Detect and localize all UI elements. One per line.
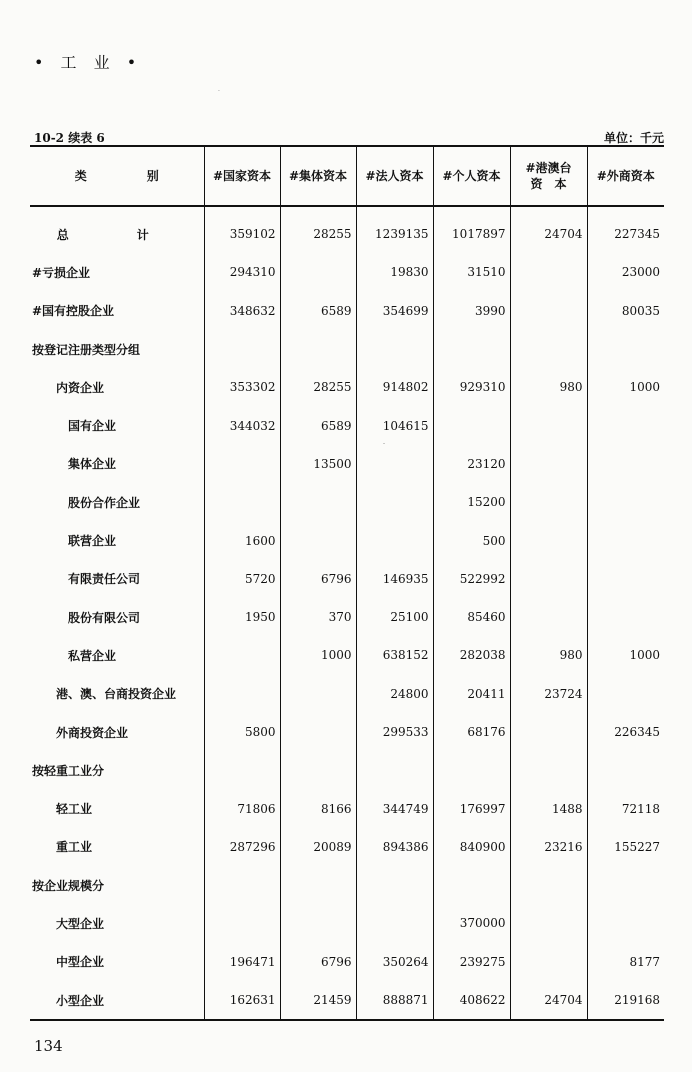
column-header-collective-capital: #集体资本: [280, 146, 356, 206]
statistics-table: [30, 145, 664, 1021]
table-cell: [587, 904, 664, 942]
table-row: [30, 866, 664, 904]
table-row: [30, 521, 664, 559]
table-cell: 104615: [356, 406, 433, 444]
table-cell: 282038: [433, 636, 510, 674]
table-cell: 3990: [433, 292, 510, 330]
column-header-foreign-capital: #外商资本: [587, 146, 664, 206]
table-row: [30, 675, 664, 713]
table-cell: [204, 330, 280, 368]
column-header-state-capital: #国家资本: [204, 146, 280, 206]
table-cell: [204, 751, 280, 789]
row-label: 按企业规模分: [32, 878, 105, 893]
table-cell: 894386: [356, 828, 433, 866]
table-cell: [356, 866, 433, 904]
table-cell: 359102: [204, 206, 280, 253]
table-cell: [356, 330, 433, 368]
table-cell: 23724: [510, 675, 587, 713]
table-cell: 638152: [356, 636, 433, 674]
table-cell: [587, 675, 664, 713]
table-cell: 1488: [510, 789, 587, 827]
table-cell: [510, 866, 587, 904]
row-label: 港、澳、台商投资企业: [56, 687, 177, 702]
table-cell: 196471: [204, 943, 280, 981]
table-cell: 146935: [356, 560, 433, 598]
section-title: • 工 业 •: [34, 53, 143, 72]
row-label: 重工业: [56, 840, 93, 855]
table-cell: 370000: [433, 904, 510, 942]
table-cell: [587, 751, 664, 789]
row-label: 私营企业: [68, 648, 117, 663]
row-label: 有限责任公司: [68, 572, 141, 587]
table-cell: [433, 751, 510, 789]
table-cell: [280, 675, 356, 713]
table-cell: 980: [510, 636, 587, 674]
table-cell: 5720: [204, 560, 280, 598]
row-label: 股份有限公司: [68, 610, 141, 625]
table-cell: 31510: [433, 253, 510, 291]
table-cell: [510, 560, 587, 598]
row-label: 大型企业: [56, 916, 105, 931]
row-label: 小型企业: [30, 981, 204, 1020]
row-label: 内资企业: [56, 380, 105, 395]
table-cell: [280, 751, 356, 789]
table-cell: 370: [280, 598, 356, 636]
table-row: [30, 560, 664, 598]
table-cell: [510, 521, 587, 559]
table-cell: 19830: [356, 253, 433, 291]
table-cell: 408622: [433, 981, 510, 1020]
table-header-row: [30, 146, 664, 206]
table-row: [30, 483, 664, 521]
table-cell: 1000: [587, 636, 664, 674]
table-cell: [204, 636, 280, 674]
table-cell: 155227: [587, 828, 664, 866]
table-row: [30, 981, 664, 1020]
table-cell: 500: [433, 521, 510, 559]
column-header-individual-capital: #个人资本: [433, 146, 510, 206]
table-cell: 227345: [587, 206, 664, 253]
table-cell: 68176: [433, 713, 510, 751]
table-cell: [280, 904, 356, 942]
table-cell: [510, 713, 587, 751]
table-cell: 8166: [280, 789, 356, 827]
table-cell: 80035: [587, 292, 664, 330]
table-cell: 294310: [204, 253, 280, 291]
table-cell: [510, 483, 587, 521]
table-cell: 24800: [356, 675, 433, 713]
table-cell: 980: [510, 368, 587, 406]
table-cell: [204, 675, 280, 713]
table-row: [30, 904, 664, 942]
table-cell: [587, 483, 664, 521]
table-cell: 348632: [204, 292, 280, 330]
table-cell: 24704: [510, 981, 587, 1020]
table-cell: 23216: [510, 828, 587, 866]
table-cell: [280, 253, 356, 291]
table-cell: [433, 406, 510, 444]
table-cell: 344749: [356, 789, 433, 827]
table-cell: 72118: [587, 789, 664, 827]
table-cell: 23120: [433, 445, 510, 483]
table-cell: [280, 521, 356, 559]
table-cell: 25100: [356, 598, 433, 636]
table-cell: 71806: [204, 789, 280, 827]
table-cell: 1600: [204, 521, 280, 559]
column-header-hk-macao-taiwan-capital: #港澳台 资 本: [510, 146, 587, 206]
table-cell: [356, 483, 433, 521]
table-caption: 10-2 续表 6: [34, 131, 105, 145]
table-cell: 24704: [510, 206, 587, 253]
table-cell: 1000: [587, 368, 664, 406]
table-cell: 162631: [204, 981, 280, 1020]
table-row: [30, 828, 664, 866]
table-row: [30, 406, 664, 444]
table-cell: [204, 866, 280, 904]
row-label: #亏损企业: [32, 265, 91, 280]
row-label: 集体企业: [68, 457, 117, 472]
table-row: [30, 789, 664, 827]
table-cell: 28255: [280, 206, 356, 253]
table-cell: 522992: [433, 560, 510, 598]
table-row: [30, 206, 664, 253]
row-label: 按轻重工业分: [32, 763, 105, 778]
table-cell: 5800: [204, 713, 280, 751]
row-label: 中型企业: [56, 955, 105, 970]
table-cell: 13500: [280, 445, 356, 483]
table-cell: 287296: [204, 828, 280, 866]
table-cell: 15200: [433, 483, 510, 521]
table-row: [30, 636, 664, 674]
table-cell: 226345: [587, 713, 664, 751]
row-label: 股份合作企业: [68, 495, 141, 510]
table-cell: 914802: [356, 368, 433, 406]
row-label: 轻工业: [56, 802, 93, 817]
table-cell: [280, 330, 356, 368]
table-cell: [280, 483, 356, 521]
row-label: 外商投资企业: [56, 725, 129, 740]
table-cell: [280, 713, 356, 751]
row-label: 总 计: [56, 227, 177, 242]
table-row: [30, 445, 664, 483]
table-cell: [510, 751, 587, 789]
table-cell: 21459: [280, 981, 356, 1020]
row-label: 国有企业: [68, 419, 117, 434]
table-cell: [433, 866, 510, 904]
table-cell: [510, 292, 587, 330]
row-label: #国有控股企业: [32, 304, 115, 319]
table-cell: 219168: [587, 981, 664, 1020]
table-cell: 1239135: [356, 206, 433, 253]
table-cell: 350264: [356, 943, 433, 981]
table-cell: [587, 330, 664, 368]
table-cell: [356, 751, 433, 789]
table-row: [30, 713, 664, 751]
table-cell: 354699: [356, 292, 433, 330]
table-cell: [510, 598, 587, 636]
table-cell: 1000: [280, 636, 356, 674]
table-cell: 28255: [280, 368, 356, 406]
scan-speck: -: [383, 440, 386, 447]
table-cell: 888871: [356, 981, 433, 1020]
table-cell: [204, 483, 280, 521]
statistics-table-container: [30, 145, 664, 1021]
table-cell: [510, 943, 587, 981]
table-cell: [510, 406, 587, 444]
unit-label: 单位：千元: [603, 131, 664, 145]
table-cell: 23000: [587, 253, 664, 291]
table-cell: 85460: [433, 598, 510, 636]
table-cell: 6796: [280, 560, 356, 598]
table-cell: 1017897: [433, 206, 510, 253]
table-cell: 20089: [280, 828, 356, 866]
column-header-legal-person-capital: #法人资本: [356, 146, 433, 206]
table-cell: [587, 866, 664, 904]
table-cell: [587, 406, 664, 444]
table-cell: 8177: [587, 943, 664, 981]
table-cell: [587, 598, 664, 636]
table-cell: 239275: [433, 943, 510, 981]
table-row: [30, 253, 664, 291]
table-cell: 840900: [433, 828, 510, 866]
row-label: 按登记注册类型分组: [32, 342, 141, 357]
table-cell: [587, 445, 664, 483]
column-header-category: 类 别: [30, 146, 204, 206]
page-number: 134: [34, 1037, 63, 1055]
table-row: [30, 330, 664, 368]
table-cell: [587, 521, 664, 559]
table-cell: 176997: [433, 789, 510, 827]
row-label: 联营企业: [68, 534, 117, 549]
table-cell: 299533: [356, 713, 433, 751]
table-cell: [204, 445, 280, 483]
table-cell: 344032: [204, 406, 280, 444]
table-body: [30, 206, 664, 1020]
table-row: [30, 598, 664, 636]
table-cell: 6796: [280, 943, 356, 981]
table-row: [30, 292, 664, 330]
table-cell: 353302: [204, 368, 280, 406]
table-cell: [433, 330, 510, 368]
scan-speck: .: [218, 86, 220, 93]
table-cell: [587, 560, 664, 598]
table-row: [30, 943, 664, 981]
table-cell: 1950: [204, 598, 280, 636]
table-cell: [510, 904, 587, 942]
table-cell: 20411: [433, 675, 510, 713]
table-cell: [356, 445, 433, 483]
table-cell: [356, 904, 433, 942]
table-cell: [356, 521, 433, 559]
table-cell: [204, 904, 280, 942]
table-cell: [510, 445, 587, 483]
table-cell: 929310: [433, 368, 510, 406]
table-cell: [510, 330, 587, 368]
table-row: [30, 368, 664, 406]
table-cell: 6589: [280, 292, 356, 330]
table-cell: [280, 866, 356, 904]
table-cell: 6589: [280, 406, 356, 444]
table-cell: [510, 253, 587, 291]
table-row: [30, 751, 664, 789]
